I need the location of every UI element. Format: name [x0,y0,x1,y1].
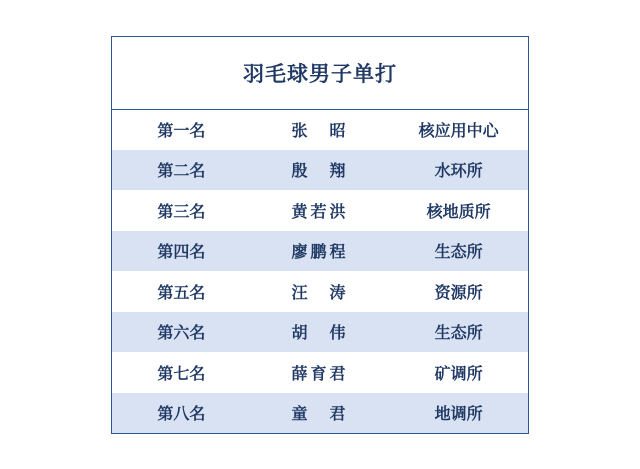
athlete-name: 张 昭 [251,109,390,150]
athlete-unit: 水环所 [389,150,528,191]
rank-label: 第一名 [112,109,251,150]
table-title-row [112,37,528,109]
table-row [112,190,528,231]
athlete-name: 廖鹏程 [251,231,390,272]
table-row [112,312,528,353]
athlete-name: 黄若洪 [251,190,390,231]
table-row [112,352,528,393]
rank-label: 第五名 [112,271,251,312]
table-row [112,231,528,272]
ranking-table-container [111,36,529,434]
rank-label: 第四名 [112,231,251,272]
athlete-name: 胡 伟 [251,312,390,353]
athlete-unit: 核应用中心 [389,109,528,150]
athlete-unit: 资源所 [389,271,528,312]
table-row [112,109,528,150]
rank-label: 第六名 [112,312,251,353]
ranking-table-body [112,37,528,433]
rank-label: 第三名 [112,190,251,231]
athlete-unit: 生态所 [389,312,528,353]
page-title: 羽毛球男子单打 [112,37,528,109]
athlete-unit: 矿调所 [389,352,528,393]
athlete-unit: 地调所 [389,393,528,434]
table-row [112,150,528,191]
rank-label: 第二名 [112,150,251,191]
ranking-table [112,37,528,433]
athlete-unit: 生态所 [389,231,528,272]
athlete-name: 薛育君 [251,352,390,393]
athlete-unit: 核地质所 [389,190,528,231]
rank-label: 第八名 [112,393,251,434]
athlete-name: 汪 涛 [251,271,390,312]
athlete-name: 殷 翔 [251,150,390,191]
athlete-name: 童 君 [251,393,390,434]
table-row [112,271,528,312]
rank-label: 第七名 [112,352,251,393]
table-row [112,393,528,434]
